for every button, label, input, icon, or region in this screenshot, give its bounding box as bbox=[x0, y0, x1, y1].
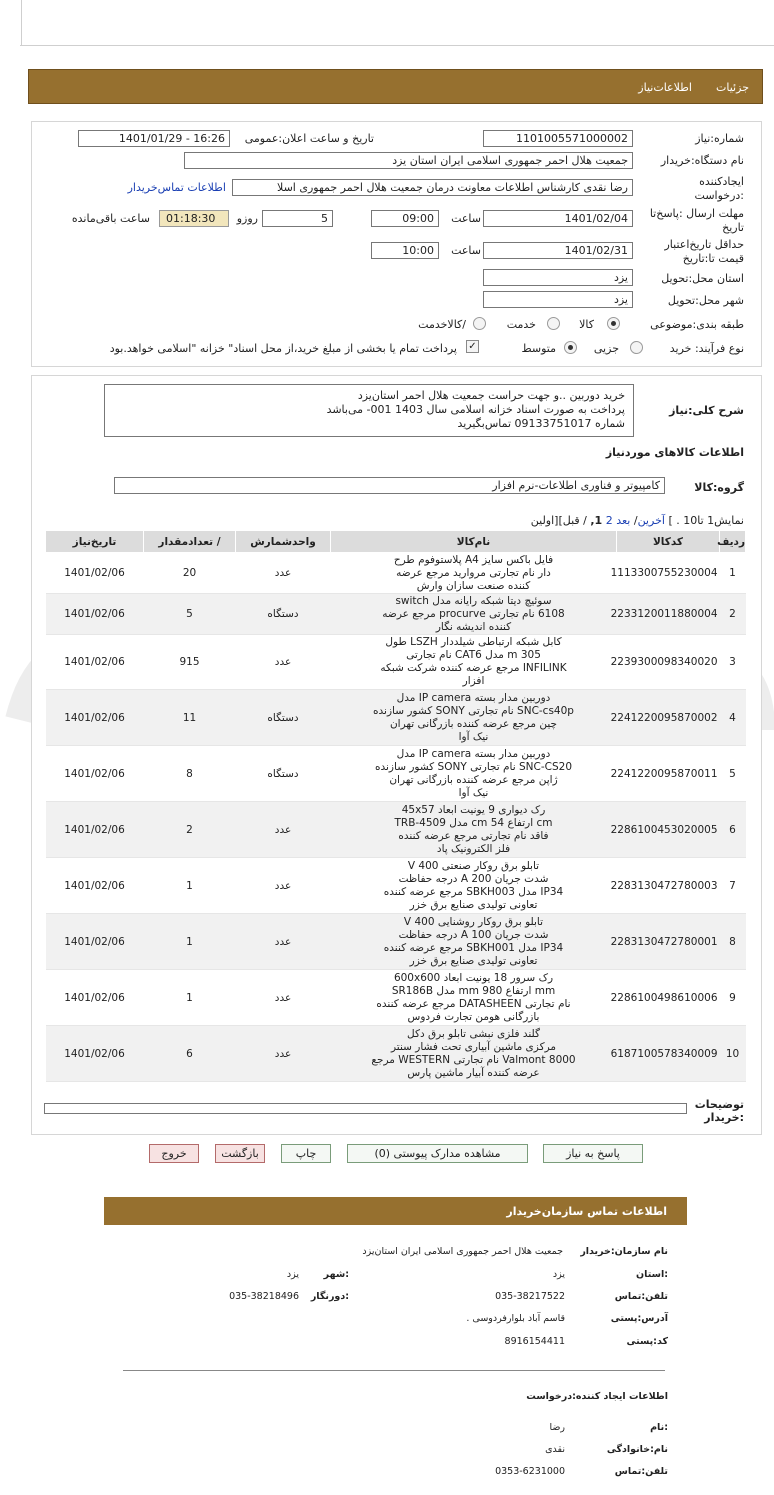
goods-table bbox=[45, 530, 746, 1082]
item-name-line: فاقد نام تجارتی مرجع عرضه کننده bbox=[398, 829, 549, 842]
cell-date: 1401/02/06 bbox=[46, 690, 144, 746]
tab-bar bbox=[28, 69, 763, 104]
deadline-date-field[interactable]: 1401/02/04 bbox=[483, 210, 633, 227]
cell-date: 1401/02/06 bbox=[46, 802, 144, 858]
contact-city-label: :شهر bbox=[323, 1269, 349, 1280]
item-name-line: ژاپن مرجع عرضه کننده بازرگانی تهران bbox=[389, 773, 558, 786]
cell-row-no: 4 bbox=[720, 690, 746, 746]
cell-row-no: 3 bbox=[720, 635, 746, 690]
cell-row-no: 7 bbox=[720, 858, 746, 914]
treasury-checkbox[interactable]: ✓ bbox=[466, 340, 479, 353]
creator-family: نقدی bbox=[545, 1444, 565, 1455]
col-header-date[interactable]: تاریخ‌نیاز bbox=[46, 531, 144, 553]
buyer-contact-link[interactable]: اطلاعات تماس‌خریدار bbox=[127, 181, 226, 194]
category-service-label: خدمت bbox=[506, 318, 536, 331]
col-header-code[interactable]: کدکالا bbox=[617, 531, 720, 553]
cell-date: 1401/02/06 bbox=[46, 746, 144, 802]
item-name-line: تعاونی تولیدی صنایع برق خزر bbox=[409, 954, 538, 967]
item-name-line: INFILINK مرجع عرضه کننده شرکت شبکه bbox=[380, 662, 567, 674]
item-name-line: نام تجارتی DATASHEEN مرجع عرضه کننده bbox=[376, 997, 571, 1010]
remaining-label: ساعت باقی‌مانده bbox=[71, 212, 150, 225]
buyer-org-label: نام دستگاه‌:خریدار bbox=[660, 154, 744, 167]
cell-unit: عدد bbox=[236, 970, 331, 1026]
creator-field[interactable]: رضا نقدی کارشناس اطلاعات معاونت درمان جمعیت هلال احمر جمهوری اسلا bbox=[232, 179, 633, 196]
item-name-line: SNC-CS20 نام تجارتی SONY کشور سازنده bbox=[374, 760, 573, 773]
creator-name: رضا bbox=[549, 1422, 565, 1433]
item-name-line: 6108 نام تجارتی procurve مرجع عرضه bbox=[382, 607, 565, 620]
pager-page-2[interactable]: 2 bbox=[605, 514, 613, 527]
category-radio-both[interactable] bbox=[473, 317, 486, 330]
contact-org: جمعیت هلال احمر جمهوری اسلامی ایران استان‌یزد bbox=[362, 1246, 563, 1257]
cell-qty: 11 bbox=[144, 690, 236, 746]
summary-line: خرید دوربین ..و جهت حراست جمعیت هلال احمر استان‌یزد bbox=[357, 389, 625, 402]
item-name-line: رک دیواری 9 یونیت ابعاد 45x57 bbox=[401, 803, 546, 816]
attachments-button[interactable]: مشاهده مدارک پیوستی (0) bbox=[347, 1144, 528, 1163]
deadline-time-field[interactable]: 09:00 bbox=[371, 210, 439, 227]
pager-page-1: 1, bbox=[590, 514, 603, 527]
item-name-line: شدت جریان 200 A درجه حفاظت bbox=[398, 872, 549, 885]
item-name-line: SNC-cs40p نام تجارتی SONY کشور سازنده bbox=[373, 704, 574, 717]
cell-name bbox=[331, 690, 617, 746]
cell-unit: عدد bbox=[236, 914, 331, 970]
item-name-line: گلند فلزی نبشی تابلو برق دکل bbox=[407, 1027, 540, 1040]
item-name-line: کابل شبکه ارتباطی شیلددار LSZH طول bbox=[385, 636, 562, 648]
buyer-notes-label-1: توضیحات bbox=[694, 1098, 744, 1111]
col-header-row-no[interactable]: ردیف bbox=[720, 531, 746, 553]
item-name-line: IP34 مدل SBKH003 مرجع عرضه کننده bbox=[383, 885, 564, 898]
group-field[interactable]: کامپیوتر و فناوری اطلاعات-نرم افزار bbox=[114, 477, 665, 494]
process-label: نوع فرآیند: خرید bbox=[669, 342, 744, 355]
cell-qty: 2 bbox=[144, 802, 236, 858]
cell-name bbox=[331, 970, 617, 1026]
print-button[interactable]: چاپ bbox=[281, 1144, 331, 1163]
item-name-line: تابلو برق روکار روشنایی 400 V bbox=[403, 915, 544, 928]
item-name-line: تابلو برق روکار صنعتی 400 V bbox=[407, 859, 540, 872]
city-label: شهر محل:تحویل bbox=[667, 294, 744, 307]
item-name-line: سوئیچ دیتا شبکه رایانه مدل switch bbox=[395, 594, 552, 607]
item-name-line: نیک آوا bbox=[458, 730, 489, 743]
contact-org-label: نام سازمان:خریدار bbox=[580, 1246, 668, 1257]
days-label: روزو bbox=[236, 212, 258, 225]
pager: نمایش1 تا10 . ] آخرین/ بعد 2 1, / قبل][اولین bbox=[530, 514, 744, 527]
cell-date: 1401/02/06 bbox=[46, 858, 144, 914]
category-radio-goods[interactable] bbox=[607, 317, 620, 330]
cell-qty: 20 bbox=[144, 553, 236, 594]
table-row[interactable] bbox=[46, 553, 746, 594]
table-row[interactable] bbox=[46, 802, 746, 858]
cell-date: 1401/02/06 bbox=[46, 1026, 144, 1082]
deadline-label-2: تاریخ bbox=[722, 221, 744, 234]
pager-last-link[interactable]: آخرین bbox=[637, 514, 665, 527]
cell-row-no: 1 bbox=[720, 553, 746, 594]
item-name-line: دوربین مدار بسته IP camera مدل bbox=[396, 691, 551, 704]
cell-row-no: 8 bbox=[720, 914, 746, 970]
cell-date: 1401/02/06 bbox=[46, 914, 144, 970]
item-name-line: کننده اندیشه نگار bbox=[435, 620, 512, 633]
group-label: گروه:کالا bbox=[694, 481, 744, 494]
cell-qty: 1 bbox=[144, 858, 236, 914]
summary-line: پرداخت به صورت اسناد خزانه اسلامی سال 1403 001- می‌باشد bbox=[326, 403, 625, 416]
city-field[interactable]: یزد bbox=[483, 291, 633, 308]
cell-qty: 5 bbox=[144, 594, 236, 635]
creator-label-1: ایجادکننده bbox=[699, 175, 744, 188]
cell-unit: عدد bbox=[236, 1026, 331, 1082]
creator-label-2: :درخواست bbox=[694, 189, 744, 202]
cell-qty: 6 bbox=[144, 1026, 236, 1082]
province-label: استان محل:تحویل bbox=[661, 272, 744, 285]
cell-unit: دستگاه bbox=[236, 746, 331, 802]
item-name-line: دار نام تجارتی مرواريد مرجع عرضه bbox=[396, 566, 551, 579]
cell-row-no: 6 bbox=[720, 802, 746, 858]
table-row[interactable] bbox=[46, 690, 746, 746]
cell-row-no: 5 bbox=[720, 746, 746, 802]
cell-name bbox=[331, 858, 617, 914]
pager-tail: / قبل][اولین bbox=[530, 514, 587, 527]
cell-unit: عدد bbox=[236, 635, 331, 690]
table-header-row bbox=[46, 531, 746, 553]
contact-postal: 8916154411 bbox=[504, 1336, 565, 1347]
cell-date: 1401/02/06 bbox=[46, 553, 144, 594]
deadline-time-label: ساعت bbox=[451, 212, 481, 225]
cell-code: 2241220095870011 bbox=[617, 746, 720, 802]
item-name-line: بازرگانی هومن تجارت فردوس bbox=[407, 1010, 540, 1023]
cell-code: 2239300098340020 bbox=[617, 635, 720, 690]
cell-qty: 1 bbox=[144, 914, 236, 970]
contact-fax: 035-38218496 bbox=[229, 1291, 299, 1302]
contact-divider bbox=[123, 1370, 665, 1371]
process-minor-label: جزیی bbox=[593, 342, 619, 355]
cell-name bbox=[331, 1026, 617, 1082]
summary-box[interactable] bbox=[104, 384, 634, 437]
announce-label: تاریخ و ساعت اعلان‌:عمومی bbox=[244, 132, 374, 145]
remaining-timer: 01:18:30 bbox=[159, 210, 229, 227]
contact-phone-label: تلفن:تماس bbox=[614, 1291, 668, 1302]
table-row[interactable] bbox=[46, 635, 746, 690]
item-name-line: عرضه کننده آبیار ماشین پارس bbox=[407, 1066, 540, 1079]
exit-button[interactable]: خروج bbox=[149, 1144, 199, 1163]
cell-code: 2241220095870002 bbox=[617, 690, 720, 746]
contact-phone: 035-38217522 bbox=[495, 1291, 565, 1302]
table-row[interactable] bbox=[46, 914, 746, 970]
need-no-field[interactable]: 1101005571000002 bbox=[483, 130, 633, 147]
back-button[interactable]: بازگشت bbox=[215, 1144, 265, 1163]
deadline-label-1: مهلت ارسال :پاسخ‌تا bbox=[649, 207, 744, 220]
buyer-org-field[interactable]: جمعیت هلال احمر جمهوری اسلامی ایران استان یزد bbox=[184, 152, 633, 169]
creator-phone-label: تلفن:تماس bbox=[614, 1466, 668, 1477]
cell-row-no: 2 bbox=[720, 594, 746, 635]
buyer-notes-field[interactable] bbox=[44, 1103, 687, 1114]
item-name-line: شدت جریان 100 A درجه حفاظت bbox=[398, 928, 549, 941]
item-name-line: IP34 مدل SBKH001 مرجع عرضه کننده bbox=[383, 941, 564, 954]
cell-name bbox=[331, 635, 617, 690]
table-row[interactable] bbox=[46, 970, 746, 1026]
validity-date-field[interactable]: 1401/02/31 bbox=[483, 242, 633, 259]
contact-province: یزد bbox=[552, 1269, 565, 1280]
frame-left-line bbox=[21, 0, 22, 45]
cell-date: 1401/02/06 bbox=[46, 635, 144, 690]
pager-next-link[interactable]: بعد bbox=[616, 514, 631, 527]
item-name-line: mm ارتفاع 980 mm مدل SR186B bbox=[391, 984, 556, 997]
announce-field[interactable]: 1401/01/29 - 16:26 bbox=[78, 130, 230, 147]
item-name-line: مرکزی ماشین آبیاری تحت فشار سنتر bbox=[391, 1040, 556, 1053]
days-field[interactable]: 5 bbox=[262, 210, 333, 227]
cell-code: 2286100498610006 bbox=[617, 970, 720, 1026]
item-name-line: فایل باکس سایز A4 پلاستوفوم طرح bbox=[393, 553, 554, 566]
item-name-line: کننده صنعت سازان وارش bbox=[416, 579, 531, 592]
category-radio-service[interactable] bbox=[547, 317, 560, 330]
cell-unit: دستگاه bbox=[236, 594, 331, 635]
creator-phone: 0353-6231000 bbox=[495, 1466, 565, 1477]
item-name-line: Valmont 8000 نام تجارتی WESTERN مرجع bbox=[371, 1053, 576, 1066]
item-name-line: چین مرجع عرضه کننده بازرگانی تهران bbox=[389, 717, 558, 730]
cell-code: 2283130472780003 bbox=[617, 858, 720, 914]
creator-info-title: اطلاعات ایجاد کننده:درخواست bbox=[526, 1391, 668, 1402]
cell-name bbox=[331, 914, 617, 970]
frame-top-line bbox=[20, 45, 774, 46]
treasury-text: پرداخت تمام یا بخشی از مبلغ خرید،از محل اسناد" خزانه "اسلامی خواهد.بود bbox=[109, 342, 457, 355]
contact-postal-label: کد:پستی bbox=[626, 1336, 668, 1347]
validity-label-2: قیمت تا:تاریخ bbox=[682, 252, 744, 265]
cell-name bbox=[331, 746, 617, 802]
tab-details[interactable]: جزئیات bbox=[716, 81, 749, 94]
category-label: طبقه بندی:موضوعی bbox=[650, 318, 744, 331]
cell-code: 2233120011880004 bbox=[617, 594, 720, 635]
cell-code: 1113300755230004 bbox=[617, 553, 720, 594]
item-name-line: تعاونی تولیدی صنایع برق خزر bbox=[409, 898, 538, 911]
summary-line: شماره 09133751017 تماس‌بگیرید bbox=[457, 417, 625, 430]
cell-unit: عدد bbox=[236, 802, 331, 858]
table-row[interactable] bbox=[46, 1026, 746, 1082]
cell-row-no: 9 bbox=[720, 970, 746, 1026]
need-no-label: شماره‌:نیاز bbox=[695, 132, 744, 145]
table-row[interactable] bbox=[46, 858, 746, 914]
item-name-line: 305 m مدل CAT6 نام تجارتی bbox=[406, 649, 541, 661]
process-radio-medium[interactable] bbox=[564, 341, 577, 354]
contact-city: یزد bbox=[286, 1269, 299, 1280]
category-both-label: /کالاخدمت bbox=[418, 318, 466, 331]
item-name-line: فلز الکترونیک پاد bbox=[436, 842, 511, 855]
cell-date: 1401/02/06 bbox=[46, 970, 144, 1026]
cell-unit: عدد bbox=[236, 553, 331, 594]
cell-qty: 8 bbox=[144, 746, 236, 802]
contact-address-label: آدرس:پستی bbox=[610, 1313, 668, 1324]
cell-code: 2286100453020005 bbox=[617, 802, 720, 858]
contact-address: قاسم آباد بلوار‌فردوسی . bbox=[466, 1313, 565, 1324]
cell-qty: 1 bbox=[144, 970, 236, 1026]
validity-label-1: حداقل تاریخ‌اعتبار bbox=[664, 238, 744, 251]
item-name-line: افزار bbox=[462, 675, 485, 687]
province-field[interactable]: یزد bbox=[483, 269, 633, 286]
cell-name bbox=[331, 553, 617, 594]
process-medium-label: متوسط bbox=[521, 342, 556, 355]
validity-time-label: ساعت bbox=[451, 244, 481, 257]
cell-code: 6187100578340009 bbox=[617, 1026, 720, 1082]
validity-time-field[interactable]: 10:00 bbox=[371, 242, 439, 259]
cell-unit: عدد bbox=[236, 858, 331, 914]
contact-fax-label: :دورنگار bbox=[310, 1291, 349, 1302]
process-radio-minor[interactable] bbox=[630, 341, 643, 354]
creator-name-label: :نام bbox=[650, 1422, 668, 1433]
cell-unit: دستگاه bbox=[236, 690, 331, 746]
table-row[interactable] bbox=[46, 746, 746, 802]
summary-label: شرح کلی:نیاز bbox=[669, 404, 744, 417]
cell-code: 2283130472780001 bbox=[617, 914, 720, 970]
item-name-line: دوربین مدار بسته IP camera مدل bbox=[396, 747, 551, 760]
category-goods-label: کالا bbox=[579, 318, 594, 331]
creator-family-label: نام:خانوادگی bbox=[606, 1444, 668, 1455]
cell-name bbox=[331, 802, 617, 858]
item-name-line: نیک آوا bbox=[458, 786, 489, 799]
tab-need-info[interactable]: اطلاعات‌نیاز bbox=[638, 81, 692, 94]
table-row[interactable] bbox=[46, 594, 746, 635]
contact-province-label: :استان bbox=[636, 1269, 668, 1280]
col-header-qty[interactable]: / تعدادمقدار bbox=[144, 531, 236, 553]
goods-title: اطلاعات کالاهای موردنیاز bbox=[605, 446, 744, 459]
cell-qty: 915 bbox=[144, 635, 236, 690]
contact-title: اطلاعات تماس سازمان‌خریدار bbox=[506, 1205, 667, 1218]
cell-row-no: 10 bbox=[720, 1026, 746, 1082]
item-name-line: cm ارتفاع 54 cm مدل TRB-4509 bbox=[394, 816, 553, 829]
col-header-unit[interactable]: واحدشمارش bbox=[236, 531, 331, 553]
reply-button[interactable]: پاسخ به نیاز bbox=[543, 1144, 643, 1163]
col-header-name[interactable]: نام‌کالا bbox=[331, 531, 617, 553]
cell-date: 1401/02/06 bbox=[46, 594, 144, 635]
cell-name bbox=[331, 594, 617, 635]
pager-range: نمایش1 تا10 . ] bbox=[668, 514, 744, 527]
contact-header bbox=[104, 1197, 687, 1225]
buyer-notes-label-2: :خریدار bbox=[704, 1111, 744, 1124]
item-name-line: رک سرور 18 یونیت ابعاد 600x600 bbox=[393, 971, 554, 984]
